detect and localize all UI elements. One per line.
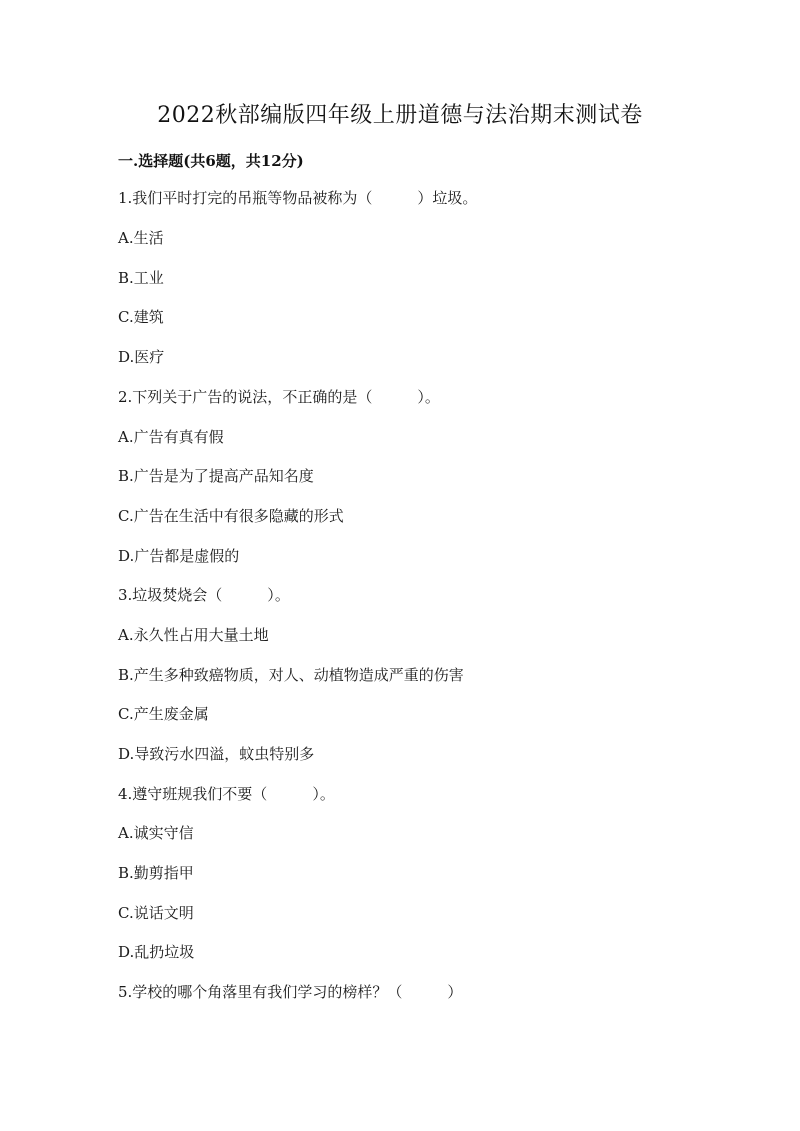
question-4-option-b: B.勤剪指甲 — [118, 864, 194, 882]
question-3-option-b: B.产生多种致癌物质，对人、动植物造成严重的伤害 — [118, 666, 464, 684]
question-3-option-d: D.导致污水四溢，蚊虫特别多 — [118, 745, 315, 763]
page-title: 2022秋部编版四年级上册道德与法治期末测试卷 — [157, 103, 643, 128]
question-3-option-a: A.永久性占用大量土地 — [118, 626, 269, 644]
question-2-option-b: B.广告是为了提高产品知名度 — [118, 467, 314, 485]
section-heading: 一.选择题(共6题，共12分) — [118, 152, 304, 170]
question-2-option-a: A.广告有真有假 — [118, 428, 224, 446]
question-4-stem: 4.遵守班规我们不要（ ）。 — [118, 785, 335, 803]
question-4-option-c: C.说话文明 — [118, 904, 194, 922]
question-5-stem: 5.学校的哪个角落里有我们学习的榜样？（ ） — [118, 983, 463, 1001]
question-1-option-b: B.工业 — [118, 269, 164, 287]
question-2-option-c: C.广告在生活中有很多隐藏的形式 — [118, 507, 344, 525]
question-3-option-c: C.产生废金属 — [118, 705, 209, 723]
question-4-option-d: D.乱扔垃圾 — [118, 943, 195, 961]
question-1-option-c: C.建筑 — [118, 308, 164, 326]
question-3-stem: 3.垃圾焚烧会（ ）。 — [118, 586, 290, 604]
question-2-option-d: D.广告都是虚假的 — [118, 547, 240, 565]
question-4-option-a: A.诚实守信 — [118, 824, 194, 842]
question-1-stem: 1.我们平时打完的吊瓶等物品被称为（ ）垃圾。 — [118, 189, 478, 207]
question-2-stem: 2.下列关于广告的说法，不正确的是（ ）。 — [118, 388, 440, 406]
question-1-option-a: A.生活 — [118, 229, 164, 247]
question-1-option-d: D.医疗 — [118, 348, 165, 366]
